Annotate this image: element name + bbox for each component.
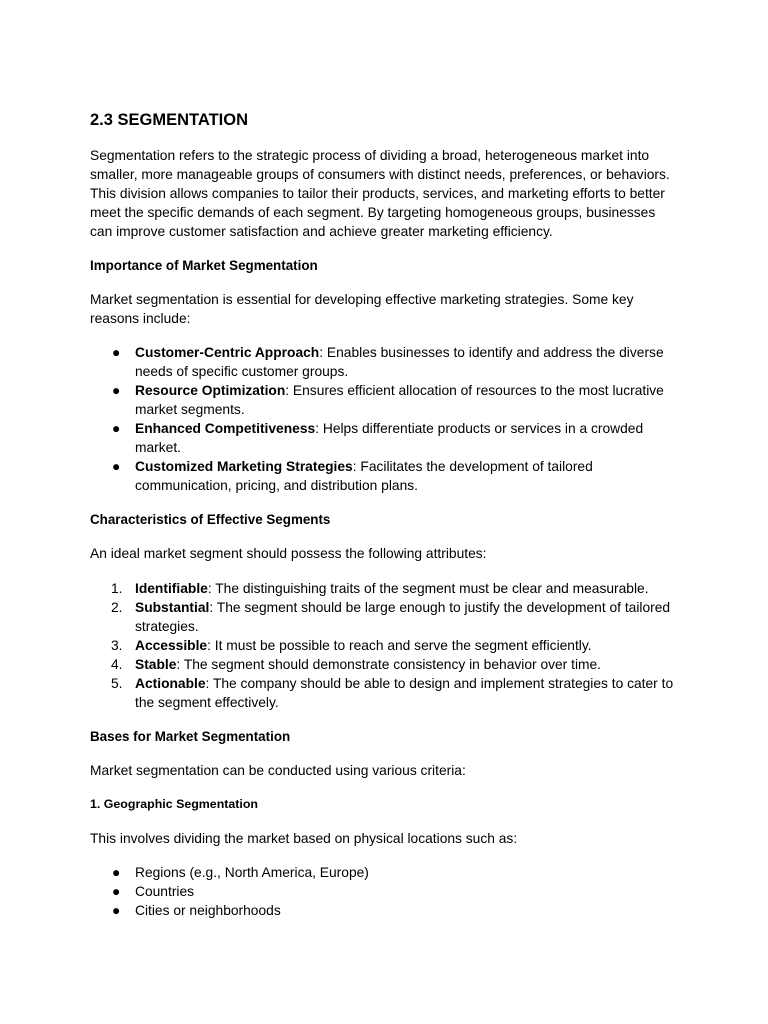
list-item-text: : The distinguishing traits of the segment must be clear and measurable. [207, 581, 649, 596]
intro-paragraph: Segmentation refers to the strategic process of dividing a broad, heterogeneous market into smaller, more manageable groups of consumers with distinct needs, preferences, or behaviors. This division allows companies to tailor their products, services, and marketing efforts to better meet the specific demands of each segment. By targeting homogeneous groups, businesses can improve customer satisfaction and achieve greater marketing efficiency. [90, 148, 670, 239]
geographic-heading: 1. Geographic Segmentation [90, 797, 258, 811]
list-item-term: Accessible [135, 638, 208, 653]
list-item-term: Customized Marketing Strategies [135, 459, 353, 474]
importance-heading: Importance of Market Segmentation [90, 258, 318, 273]
list-number: 1. [111, 581, 123, 596]
list-item-text: : The company should be able to design and implement strategies to cater to the segment effectively. [135, 676, 674, 710]
importance-list [90, 343, 680, 495]
list-item-text: : Ensures efficient allocation of resources to the most lucrative market segments. [135, 383, 664, 417]
list-item [90, 655, 680, 674]
list-item-term: Enhanced Competitiveness [135, 421, 316, 436]
list-item [90, 579, 680, 598]
geographic-list [90, 863, 680, 920]
list-item [90, 457, 680, 495]
bullet-marker: ● [112, 421, 121, 436]
bases-heading: Bases for Market Segmentation [90, 729, 291, 744]
list-number: 2. [111, 600, 123, 615]
list-item-term: Actionable [135, 676, 206, 691]
list-item-term: Resource Optimization [135, 383, 286, 398]
list-number: 3. [111, 638, 123, 653]
bullet-marker: ● [112, 903, 121, 918]
list-item-term: Stable [135, 657, 177, 672]
list-item [90, 863, 680, 882]
list-item-text: : The segment should be large enough to justify the development of tailored strategies. [135, 600, 671, 634]
list-item-text: : The segment should demonstrate consistency in behavior over time. [176, 657, 602, 672]
list-item-text: : Helps differentiate products or services in a crowded market. [135, 421, 644, 455]
bullet-marker: ● [112, 345, 121, 360]
list-item [90, 636, 680, 655]
bullet-marker: ● [112, 383, 121, 398]
bullet-marker: ● [112, 865, 121, 880]
list-item-text: : It must be possible to reach and serve the segment efficiently. [207, 638, 592, 653]
importance-lead: Market segmentation is essential for developing effective marketing strategies. Some key reasons include: [90, 292, 634, 326]
characteristics-list [90, 579, 680, 712]
list-item [90, 381, 680, 419]
bullet-marker: ● [112, 884, 121, 899]
bullet-marker: ● [112, 459, 121, 474]
list-item-text: Cities or neighborhoods [135, 903, 281, 918]
list-item-text: Regions (e.g., North America, Europe) [135, 865, 369, 880]
document-page [90, 110, 680, 920]
bases-lead: Market segmentation can be conducted using various criteria: [90, 763, 466, 778]
list-item [90, 598, 680, 636]
list-item-text: Countries [135, 884, 195, 899]
list-item-text: : Facilitates the development of tailored communication, pricing, and distribution plans. [135, 459, 593, 493]
list-item-term: Identifiable [135, 581, 208, 596]
list-number: 5. [111, 676, 123, 691]
list-item-term: Customer-Centric Approach [135, 345, 320, 360]
section-title: 2.3 SEGMENTATION [90, 111, 248, 129]
list-item [90, 343, 680, 381]
characteristics-heading: Characteristics of Effective Segments [90, 512, 331, 527]
list-item-term: Substantial [135, 600, 210, 615]
geographic-lead: This involves dividing the market based on physical locations such as: [90, 831, 518, 846]
list-item [90, 901, 680, 920]
list-item [90, 674, 680, 712]
list-item [90, 419, 680, 457]
list-number: 4. [111, 657, 123, 672]
list-item-text: : Enables businesses to identify and address the diverse needs of specific customer groups. [135, 345, 664, 379]
characteristics-lead: An ideal market segment should possess the following attributes: [90, 546, 487, 561]
list-item [90, 882, 680, 901]
